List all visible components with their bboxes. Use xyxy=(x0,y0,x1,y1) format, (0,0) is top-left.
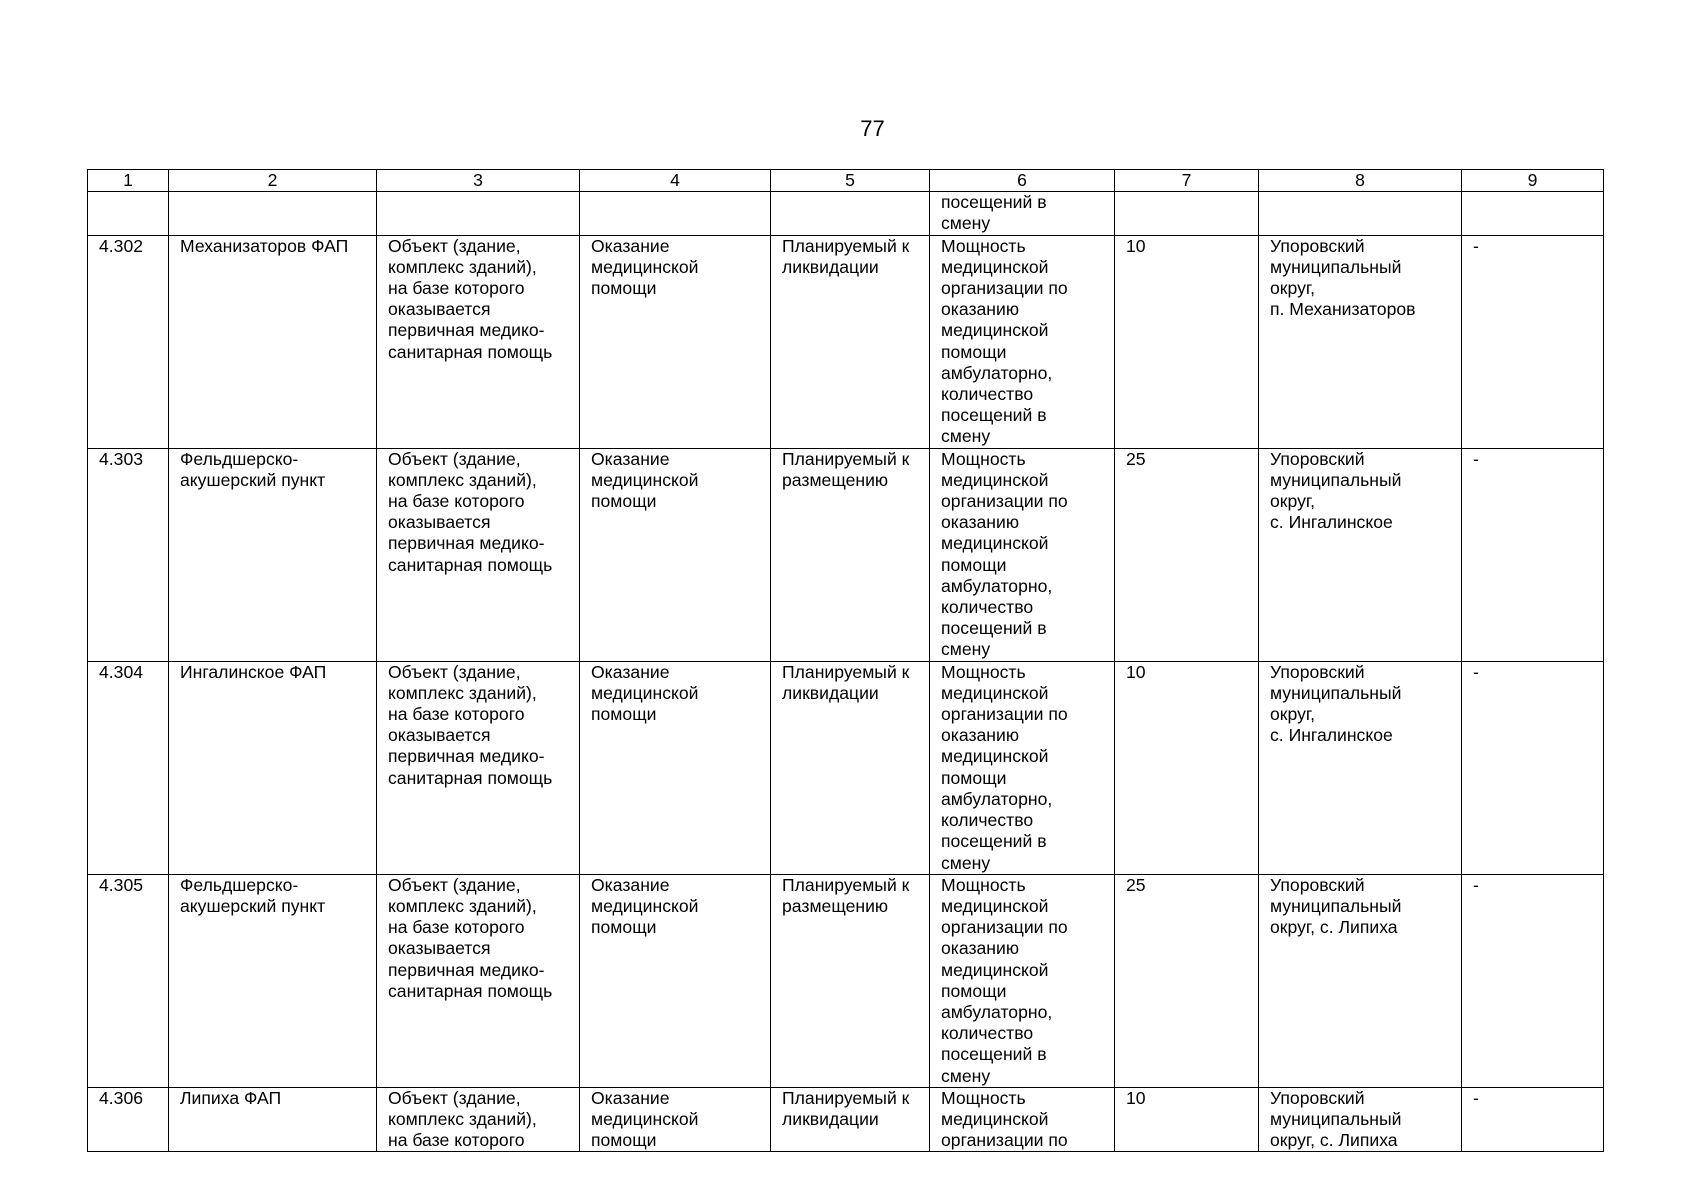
row-number: 4.306 xyxy=(88,1087,169,1152)
column-number-row xyxy=(88,170,1604,192)
capacity-value: 10 xyxy=(1115,1087,1259,1152)
object-purpose: Оказание медицинской помощи xyxy=(580,235,771,448)
table-cell xyxy=(377,192,580,235)
object-name: Липиха ФАП xyxy=(169,1087,377,1152)
continuation-row xyxy=(88,192,1604,235)
object-purpose: Оказание медицинской помощи xyxy=(580,874,771,1087)
object-status: Планируемый к ликвидации xyxy=(771,1087,930,1152)
table-cell xyxy=(169,192,377,235)
row-number: 4.304 xyxy=(88,661,169,874)
column-number: 7 xyxy=(1115,170,1259,192)
page-number: 77 xyxy=(860,116,885,141)
object-status: Планируемый к ликвидации xyxy=(771,235,930,448)
column-number: 3 xyxy=(377,170,580,192)
location: Упоровский муниципальный округ, п. Механизаторов xyxy=(1259,235,1462,448)
object-type: Объект (здание, комплекс зданий), на базе которого оказывается первичная медико- санитарная помощь xyxy=(377,448,580,661)
object-status: Планируемый к ликвидации xyxy=(771,661,930,874)
column-number: 5 xyxy=(771,170,930,192)
capacity-description: Мощность медицинской организации по xyxy=(930,1087,1115,1152)
capacity-description: Мощность медицинской организации по оказанию медицинской помощи амбулаторно, количество посещений в смену xyxy=(930,661,1115,874)
table-cell xyxy=(1462,192,1604,235)
object-purpose: Оказание медицинской помощи xyxy=(580,448,771,661)
zone: - xyxy=(1462,448,1604,661)
capacity-value: 25 xyxy=(1115,874,1259,1087)
table-cell xyxy=(88,192,169,235)
object-purpose: Оказание медицинской помощи xyxy=(580,661,771,874)
table-cell xyxy=(1259,192,1462,235)
object-name: Фельдшерско- акушерский пункт xyxy=(169,448,377,661)
object-purpose: Оказание медицинской помощи xyxy=(580,1087,771,1152)
capacity-description: Мощность медицинской организации по оказанию медицинской помощи амбулаторно, количество посещений в смену xyxy=(930,874,1115,1087)
column-number: 2 xyxy=(169,170,377,192)
object-type: Объект (здание, комплекс зданий), на базе которого xyxy=(377,1087,580,1152)
zone: - xyxy=(1462,1087,1604,1152)
table-row xyxy=(88,661,1604,874)
location: Упоровский муниципальный округ, с. Липиха xyxy=(1259,874,1462,1087)
table-row xyxy=(88,1087,1604,1152)
table-row xyxy=(88,448,1604,661)
table-cell xyxy=(771,192,930,235)
object-name: Ингалинское ФАП xyxy=(169,661,377,874)
zone: - xyxy=(1462,661,1604,874)
zone: - xyxy=(1462,235,1604,448)
object-name: Механизаторов ФАП xyxy=(169,235,377,448)
zone: - xyxy=(1462,874,1604,1087)
column-number: 4 xyxy=(580,170,771,192)
column-number: 9 xyxy=(1462,170,1604,192)
row-number: 4.303 xyxy=(88,448,169,661)
table-cell xyxy=(1115,192,1259,235)
table-cell: посещений в смену xyxy=(930,192,1115,235)
object-name: Фельдшерско- акушерский пункт xyxy=(169,874,377,1087)
table-row xyxy=(88,235,1604,448)
objects-table xyxy=(87,169,1604,1152)
location: Упоровский муниципальный округ, с. Ингалинское xyxy=(1259,448,1462,661)
capacity-value: 25 xyxy=(1115,448,1259,661)
capacity-description: Мощность медицинской организации по оказанию медицинской помощи амбулаторно, количество посещений в смену xyxy=(930,448,1115,661)
row-number: 4.302 xyxy=(88,235,169,448)
capacity-description: Мощность медицинской организации по оказанию медицинской помощи амбулаторно, количество посещений в смену xyxy=(930,235,1115,448)
location: Упоровский муниципальный округ, с. Липиха xyxy=(1259,1087,1462,1152)
object-type: Объект (здание, комплекс зданий), на базе которого оказывается первичная медико- санитарная помощь xyxy=(377,235,580,448)
column-number: 1 xyxy=(88,170,169,192)
location: Упоровский муниципальный округ, с. Ингалинское xyxy=(1259,661,1462,874)
capacity-value: 10 xyxy=(1115,235,1259,448)
row-number: 4.305 xyxy=(88,874,169,1087)
object-status: Планируемый к размещению xyxy=(771,448,930,661)
column-number: 8 xyxy=(1259,170,1462,192)
column-number: 6 xyxy=(930,170,1115,192)
table-row xyxy=(88,874,1604,1087)
object-status: Планируемый к размещению xyxy=(771,874,930,1087)
table-cell xyxy=(580,192,771,235)
object-type: Объект (здание, комплекс зданий), на базе которого оказывается первичная медико- санитарная помощь xyxy=(377,874,580,1087)
object-type: Объект (здание, комплекс зданий), на базе которого оказывается первичная медико- санитарная помощь xyxy=(377,661,580,874)
capacity-value: 10 xyxy=(1115,661,1259,874)
